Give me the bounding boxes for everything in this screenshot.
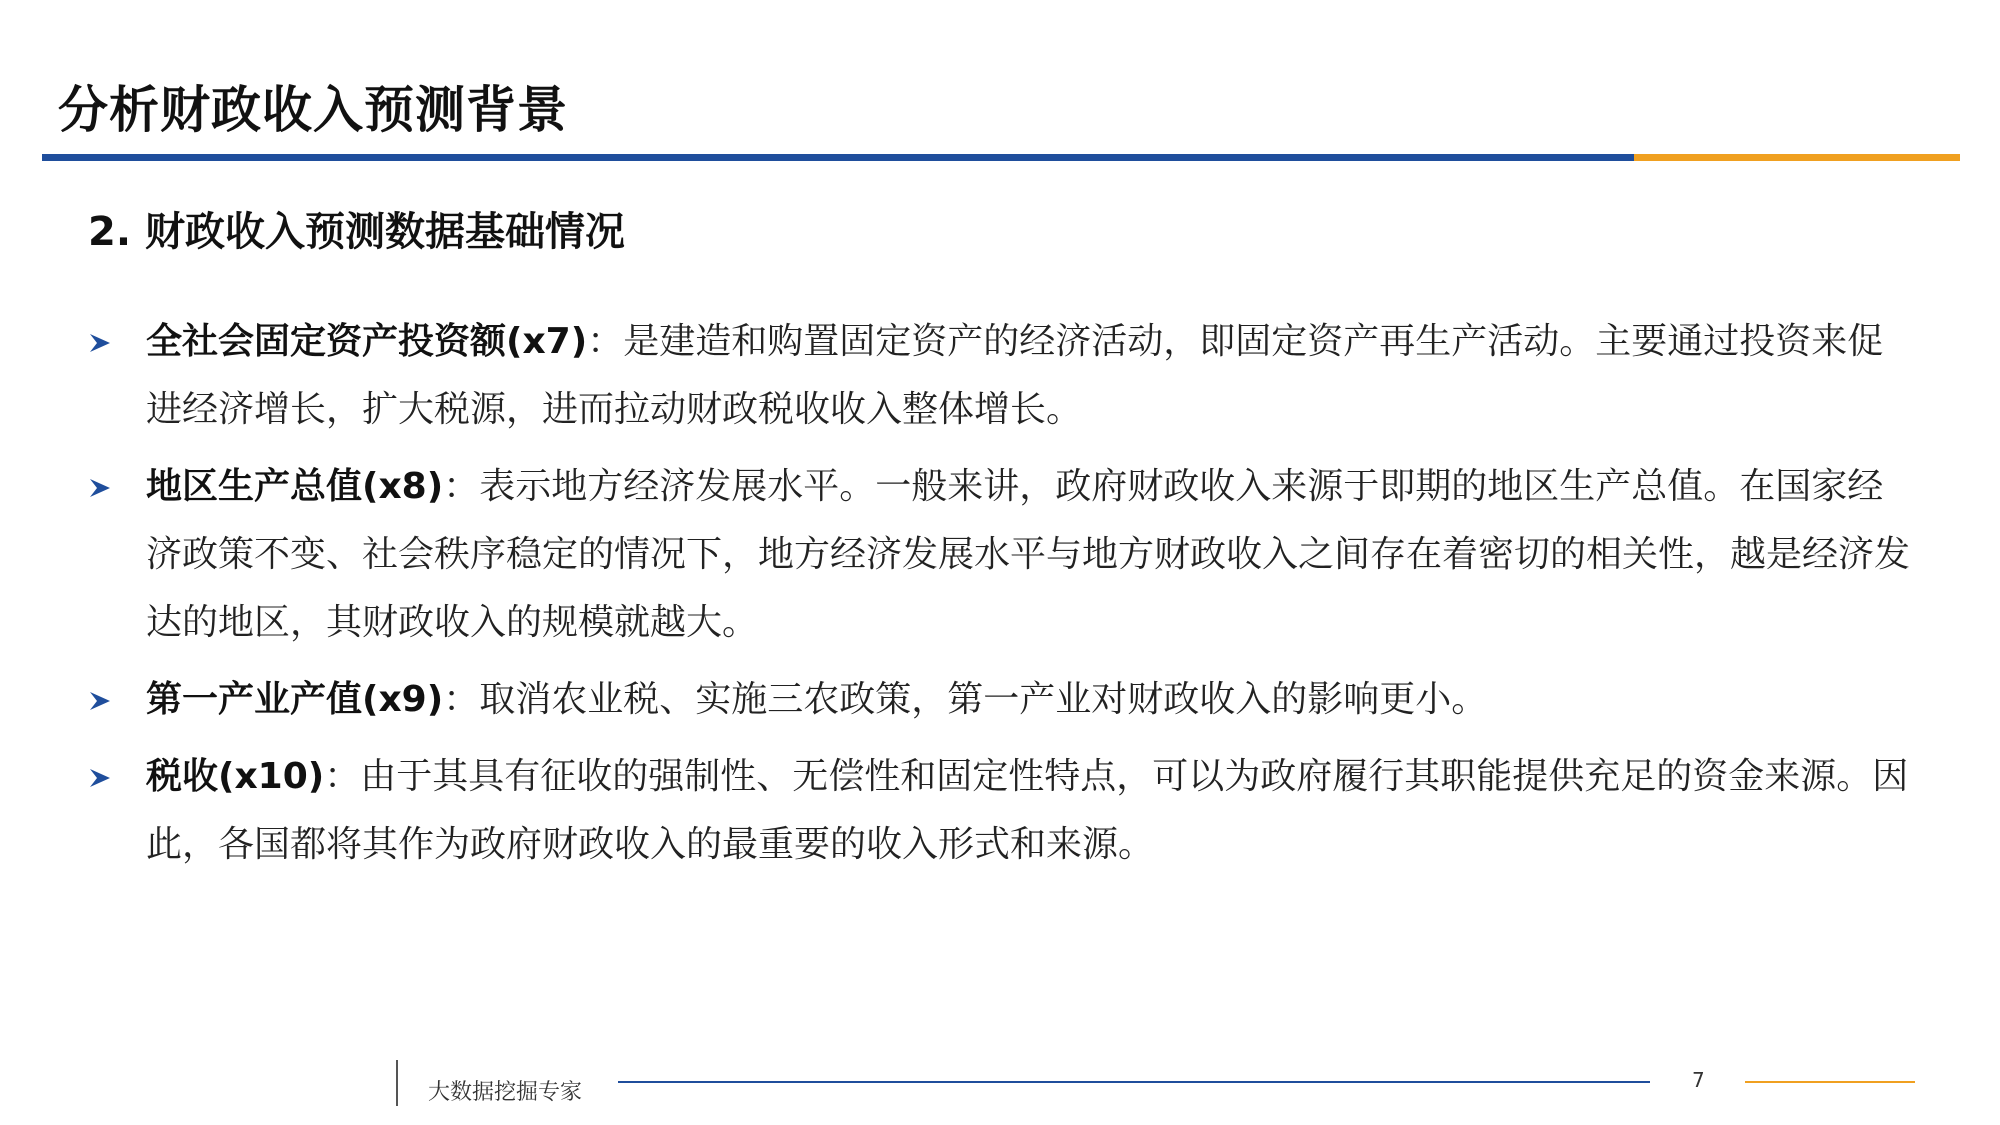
- section-heading: 2. 财政收入预测数据基础情况: [88, 209, 625, 255]
- arrow-right-icon: [88, 476, 112, 500]
- bullet-item-x10: [86, 743, 1916, 879]
- bullet-term: 税收(x10): [146, 756, 325, 797]
- bullet-term: 第一产业产值(x9): [146, 679, 444, 720]
- footer-brand: 大数据挖掘专家: [428, 1080, 583, 1105]
- page-number: 7: [1692, 1068, 1705, 1092]
- footer-rule-blue: [618, 1081, 1650, 1083]
- bullet-term: 地区生产总值(x8): [146, 466, 444, 507]
- bullet-text: ：由于其具有征收的强制性、无偿性和固定性特点，可以为政府履行其职能提供充足的资金来源。因此，各国都将其作为政府财政收入的最重要的收入形式和来源。: [146, 756, 1909, 865]
- bullet-item-x7: [86, 308, 1916, 444]
- title-divider-orange: [1634, 154, 1960, 161]
- arrow-right-icon: [88, 766, 112, 790]
- footer-divider-vertical: [396, 1060, 398, 1106]
- footer-rule-orange: [1745, 1081, 1915, 1083]
- bullet-text: ：表示地方经济发展水平。一般来讲，政府财政收入来源于即期的地区生产总值。在国家经济政策不变、社会秩序稳定的情况下，地方经济发展水平与地方财政收入之间存在着密切的相关性，越是经济发达的地区，其财政收入的规模就越大。: [146, 466, 1911, 643]
- arrow-right-icon: [88, 331, 112, 355]
- bullet-text: ：取消农业税、实施三农政策，第一产业对财政收入的影响更小。: [443, 679, 1488, 720]
- bullet-item-x9: [86, 666, 1916, 734]
- bullet-term: 全社会固定资产投资额(x7): [146, 321, 588, 362]
- bullet-text: ：是建造和购置固定资产的经济活动，即固定资产再生产活动。主要通过投资来促进经济增长，扩大税源，进而拉动财政税收收入整体增长。: [146, 321, 1884, 430]
- bullet-list: [86, 308, 1916, 888]
- slide-title: 分析财政收入预测背景: [58, 81, 568, 139]
- title-divider-blue: [42, 154, 1634, 161]
- arrow-right-icon: [88, 689, 112, 713]
- bullet-item-x8: [86, 453, 1916, 657]
